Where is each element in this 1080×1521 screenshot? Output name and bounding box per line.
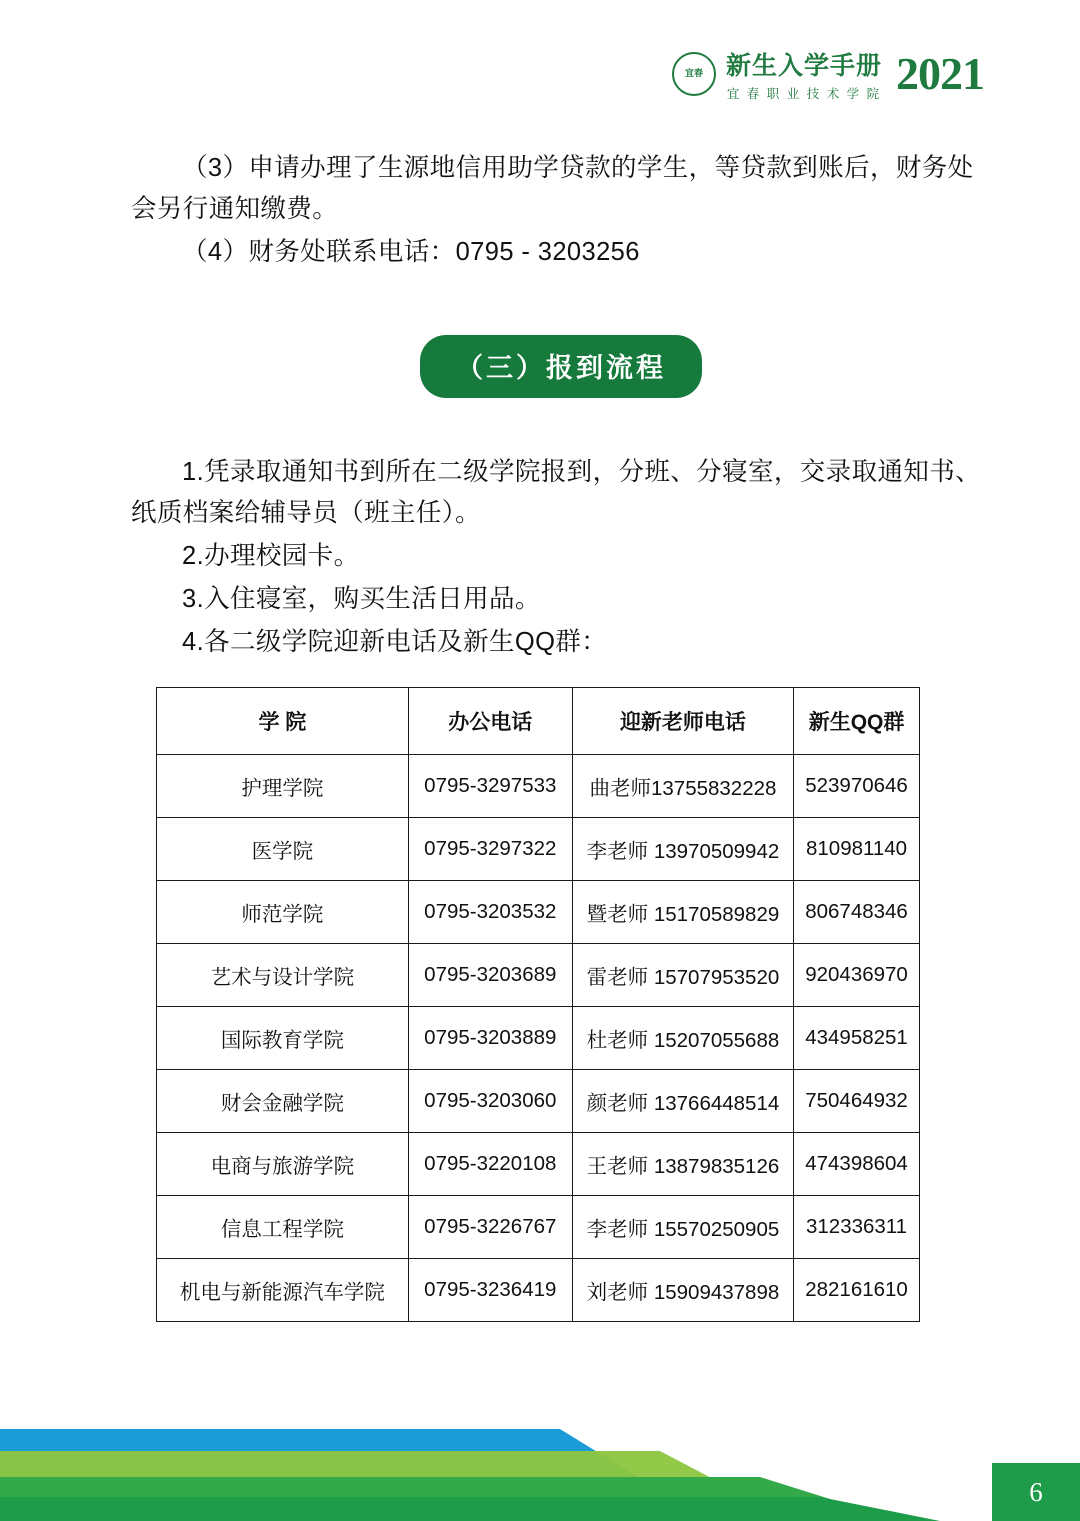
table-header-row	[157, 688, 920, 755]
table-row	[157, 755, 920, 818]
paragraph-4: （4）财务处联系电话：0795 - 3203256	[182, 238, 640, 266]
cell-office-phone: 0795-3203060	[408, 1070, 572, 1133]
cell-teacher-phone: 颜老师 13766448514	[572, 1070, 793, 1133]
cell-teacher-phone: 曲老师13755832228	[572, 755, 793, 818]
footer-decoration	[0, 1391, 1080, 1521]
colleges-contact-table	[156, 687, 920, 1322]
table-body	[157, 755, 920, 1322]
cell-qq-group: 806748346	[794, 881, 920, 944]
section-banner-wrapper	[131, 335, 991, 398]
cell-teacher-phone: 杜老师 15207055688	[572, 1007, 793, 1070]
cell-qq-group: 312336311	[794, 1196, 920, 1259]
paragraph-3: （3）申请办理了生源地信用助学贷款的学生，等贷款到账后，财务处会另行通知缴费。	[131, 154, 974, 223]
cell-office-phone: 0795-3203532	[408, 881, 572, 944]
cell-college: 信息工程学院	[157, 1196, 409, 1259]
cell-college: 护理学院	[157, 755, 409, 818]
cell-qq-group: 810981140	[794, 818, 920, 881]
cell-office-phone: 0795-3203889	[408, 1007, 572, 1070]
cell-teacher-phone: 李老师 13970509942	[572, 818, 793, 881]
school-logo-icon: 宜春	[672, 52, 716, 96]
cell-teacher-phone: 刘老师 15909437898	[572, 1259, 793, 1322]
handbook-year: 2021	[896, 48, 984, 99]
cell-office-phone: 0795-3297322	[408, 818, 572, 881]
cell-qq-group: 474398604	[794, 1133, 920, 1196]
cell-college: 电商与旅游学院	[157, 1133, 409, 1196]
header-title-block	[726, 46, 882, 102]
table-row	[157, 1007, 920, 1070]
cell-qq-group: 523970646	[794, 755, 920, 818]
section-banner: （三）报到流程	[420, 335, 702, 398]
page-number: 6	[992, 1463, 1080, 1521]
cell-college: 机电与新能源汽车学院	[157, 1259, 409, 1322]
colleges-table-wrapper	[156, 687, 920, 1322]
cell-qq-group: 750464932	[794, 1070, 920, 1133]
document-header	[672, 46, 984, 102]
column-header-college: 学 院	[157, 688, 409, 755]
cell-office-phone: 0795-3236419	[408, 1259, 572, 1322]
cell-college: 医学院	[157, 818, 409, 881]
cell-office-phone: 0795-3297533	[408, 755, 572, 818]
cell-qq-group: 282161610	[794, 1259, 920, 1322]
table-row	[157, 944, 920, 1007]
column-header-qq-group: 新生QQ群	[794, 688, 920, 755]
cell-college: 财会金融学院	[157, 1070, 409, 1133]
cell-office-phone: 0795-3226767	[408, 1196, 572, 1259]
procedure-item-2: 2.办理校园卡。	[182, 542, 360, 570]
footer-ribbon-graphic	[0, 1391, 1080, 1521]
cell-teacher-phone: 暨老师 15170589829	[572, 881, 793, 944]
table-row	[157, 1196, 920, 1259]
table-row	[157, 1070, 920, 1133]
school-name: 宜 春 职 业 技 术 学 院	[726, 87, 882, 101]
table-row	[157, 881, 920, 944]
procedure-item-4: 4.各二级学院迎新电话及新生QQ群：	[182, 628, 608, 656]
cell-teacher-phone: 王老师 13879835126	[572, 1133, 793, 1196]
cell-college: 艺术与设计学院	[157, 944, 409, 1007]
page-content	[131, 148, 991, 1322]
cell-teacher-phone: 雷老师 15707953520	[572, 944, 793, 1007]
column-header-teacher-phone: 迎新老师电话	[572, 688, 793, 755]
cell-teacher-phone: 李老师 15570250905	[572, 1196, 793, 1259]
column-header-office-phone: 办公电话	[408, 688, 572, 755]
procedure-item-1: 1.凭录取通知书到所在二级学院报到，分班、分寝室，交录取通知书、纸质档案给辅导员（班主任）。	[131, 458, 982, 527]
cell-college: 国际教育学院	[157, 1007, 409, 1070]
cell-qq-group: 434958251	[794, 1007, 920, 1070]
cell-office-phone: 0795-3220108	[408, 1133, 572, 1196]
cell-qq-group: 920436970	[794, 944, 920, 1007]
procedure-item-3: 3.入住寝室，购买生活日用品。	[182, 585, 541, 613]
cell-office-phone: 0795-3203689	[408, 944, 572, 1007]
table-row	[157, 1259, 920, 1322]
cell-college: 师范学院	[157, 881, 409, 944]
table-row	[157, 1133, 920, 1196]
table-row	[157, 818, 920, 881]
handbook-title: 新生入学手册	[725, 52, 882, 80]
procedure-list	[131, 452, 991, 663]
